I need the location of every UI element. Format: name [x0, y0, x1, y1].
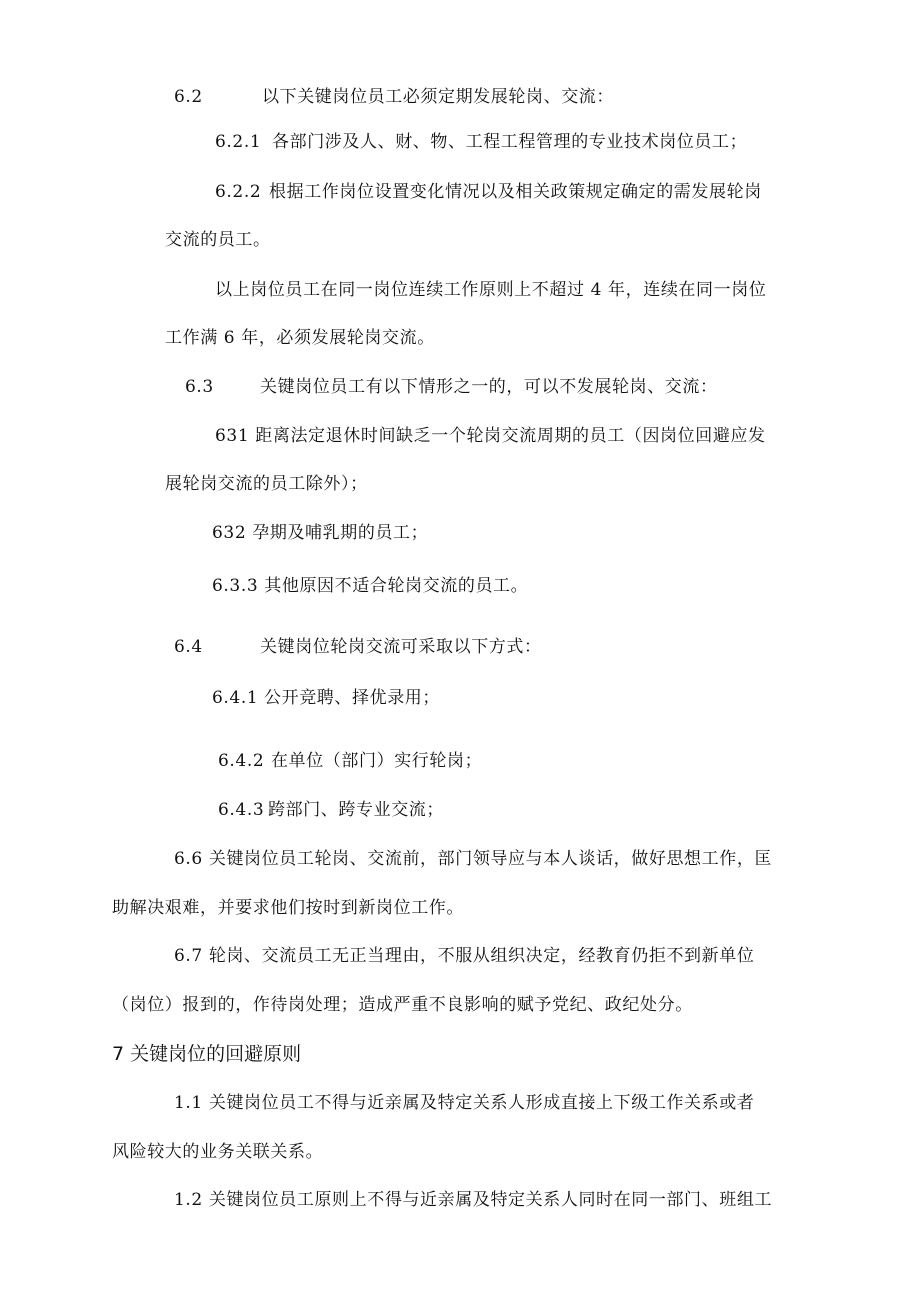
section-number: 6.4	[174, 637, 203, 657]
section-6-3-1-line1: 631 距离法定退休时间缺乏一个轮岗交流周期的员工（因岗位回避应发	[215, 426, 766, 446]
section-number: 6.4.2	[218, 751, 265, 771]
section-6-4-2	[218, 750, 482, 772]
section-6-3	[185, 376, 718, 398]
section-6-4-1	[212, 687, 440, 709]
section-number: 6.3	[185, 377, 214, 397]
section-text: 跨部门、跨专业交流；	[268, 800, 444, 820]
paragraph-years-line1: 以上岗位员工在同一岗位连续工作原则上不超过 4 年，连续在同一岗位	[215, 280, 767, 300]
chapter-7-heading: 7 关键岗位的回避原则	[112, 1043, 302, 1065]
section-number: 6.4.1	[212, 688, 259, 708]
section-6-2-2-line1	[215, 181, 762, 203]
section-6-3-3: 6.3.3 其他原因不适合轮岗交流的员工。	[212, 576, 529, 596]
paragraph-years-line2: 工作满 6 年，必须发展轮岗交流。	[165, 328, 435, 348]
section-7-1-line2: 风险较大的业务关联关系。	[112, 1142, 324, 1162]
section-text: 在单位（部门）实行轮岗；	[271, 751, 483, 771]
section-7-1-line1: 1.1 关键岗位员工不得与近亲属及特定关系人形成直接上下级工作关系或者	[174, 1093, 755, 1113]
section-6-2	[174, 86, 614, 108]
section-7-2-line1: 1.2 关键岗位员工原则上不得与近亲属及特定关系人同时在同一部门、班组工	[174, 1190, 773, 1210]
section-text: 关键岗位员工有以下情形之一的，可以不发展轮岗、交流：	[260, 377, 718, 397]
section-6-3-1-line2: 展轮岗交流的员工除外）；	[165, 474, 368, 494]
section-number: 6.2.1	[215, 132, 262, 152]
section-text: 根据工作岗位设置变化情况以及相关政策规定确定的需发展轮岗	[269, 182, 762, 202]
section-6-6-line2: 助解决艰难，并要求他们按时到新岗位工作。	[112, 898, 464, 918]
section-6-2-1	[215, 131, 747, 153]
section-6-3-2: 632 孕期及哺乳期的员工；	[212, 523, 429, 543]
section-number: 6.2	[174, 87, 203, 107]
section-6-7-line2: （岗位）报到的，作待岗处理；造成严重不良影响的赋予党纪、政纪处分。	[112, 995, 693, 1015]
section-6-4	[174, 636, 542, 658]
section-text: 各部门涉及人、财、物、工程工程管理的专业技术岗位员工；	[272, 132, 748, 152]
section-6-6-line1: 6.6 关键岗位员工轮岗、交流前，部门领导应与本人谈话，做好思想工作，匡	[174, 849, 773, 869]
section-number: 6.2.2	[215, 182, 262, 202]
section-6-7-line1: 6.7 轮岗、交流员工无正当理由，不服从组织决定，经教育仍拒不到新单位	[174, 946, 755, 966]
section-text: 公开竞聘、择优录用；	[264, 688, 440, 708]
section-text: 关键岗位轮岗交流可采取以下方式：	[260, 637, 542, 657]
section-6-2-2-line2: 交流的员工。	[165, 230, 271, 250]
section-text: 以下关键岗位员工必须定期发展轮岗、交流：	[262, 87, 614, 107]
section-number: 6.4.3	[218, 800, 265, 820]
section-6-4-3	[218, 799, 444, 821]
